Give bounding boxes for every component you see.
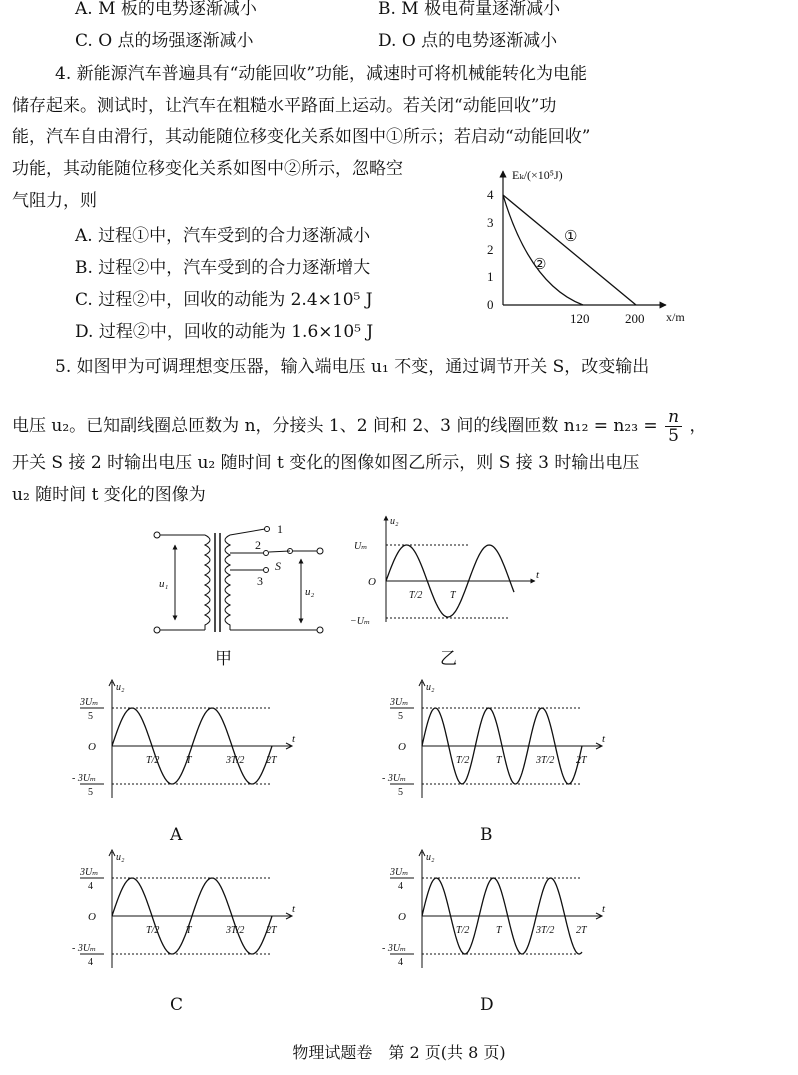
amp-top-num: 3Uₘ xyxy=(390,697,409,708)
fig-jia-caption: 甲 xyxy=(215,649,232,669)
curve-1-line xyxy=(503,195,636,305)
tap-1-label: 1 xyxy=(277,522,283,536)
origin: O xyxy=(88,911,96,923)
tick-3: 2T xyxy=(266,755,277,766)
choice-label-d: D xyxy=(480,995,494,1015)
tick-2: 3T/2 xyxy=(536,925,555,936)
choice-label-b: B xyxy=(480,825,493,845)
amp-bottom-num: - 3Uₘ xyxy=(72,943,97,954)
tap-2-label: 2 xyxy=(255,538,261,552)
tap-1 xyxy=(265,527,270,532)
tick-0: T/2 xyxy=(146,755,160,766)
choice-graph-d xyxy=(380,848,610,973)
tick-0: T/2 xyxy=(456,755,470,766)
switch-label: S xyxy=(275,559,281,573)
ytick-0: 0 xyxy=(487,297,494,312)
q3-option-c: C. O 点的场强逐渐减小 xyxy=(75,31,254,51)
amp-top-den: 4 xyxy=(88,881,93,892)
q5-stem-line1: 5. 如图甲为可调理想变压器，输入端电压 u₁ 不变，通过调节开关 S，改变输出 xyxy=(55,357,650,377)
q3-option-a: A. M 板的电势逐渐减小 xyxy=(75,0,257,19)
yi-tick-full: T xyxy=(450,590,456,601)
amp-top-den: 5 xyxy=(398,711,403,722)
u2-label: u₂ xyxy=(305,586,315,598)
ylabel: u₂ xyxy=(116,682,125,693)
xlabel: t xyxy=(292,733,296,745)
ylabel: u₂ xyxy=(426,682,435,693)
ytick-2: 2 xyxy=(487,242,494,257)
fig-yi-graph xyxy=(350,512,550,637)
q4-option-c: C. 过程②中，回收的动能为 2.4×10⁵ J xyxy=(75,290,373,310)
q5-fraction-num: n xyxy=(665,408,682,427)
q5-stem-line2a: 电压 u₂。已知副线圈总匝数为 n，分接头 1、2 间和 2、3 间的线圈匝数 n₁₂ = n₂₃ = xyxy=(12,416,658,436)
tick-1: T xyxy=(186,755,192,766)
amp-top-num: 3Uₘ xyxy=(80,697,99,708)
choice-graph-c xyxy=(70,848,300,973)
u1-label: u₁ xyxy=(159,578,169,590)
fig-yi-caption: 乙 xyxy=(440,649,457,669)
y-axis-label: Eₖ/(×10⁵J) xyxy=(512,168,563,182)
tick-1: T xyxy=(186,925,192,936)
amp-top-num: 3Uₘ xyxy=(80,867,99,878)
q5-stem-line3: 开关 S 接 2 时输出电压 u₂ 随时间 t 变化的图像如图乙所示，则 S 接 3 时输出电压 xyxy=(12,453,640,473)
tap-2 xyxy=(264,551,269,556)
page-footer: 物理试题卷 第 2 页(共 8 页) xyxy=(292,1043,506,1062)
x-axis-label: x/m xyxy=(666,310,685,324)
tick-3: 2T xyxy=(266,925,277,936)
choice-graph-b xyxy=(380,678,610,803)
amp-bottom-den: 4 xyxy=(398,957,403,968)
ytick-4: 4 xyxy=(487,187,494,202)
q4-option-d: D. 过程②中，回收的动能为 1.6×10⁵ J xyxy=(75,322,374,342)
amp-bottom-den: 4 xyxy=(88,957,93,968)
ylabel: u₂ xyxy=(426,852,435,863)
amp-bottom-num: - 3Uₘ xyxy=(382,943,407,954)
curve-2-label: ② xyxy=(533,257,547,273)
ytick-1: 1 xyxy=(487,269,494,284)
q4-energy-graph xyxy=(470,165,710,333)
q4-stem-line3: 能，汽车自由滑行，其动能随位移变化关系如图中①所示；若启动“动能回收” xyxy=(12,127,591,147)
tick-1: T xyxy=(496,755,502,766)
q3-option-d: D. O 点的电势逐渐减小 xyxy=(378,31,558,51)
output-terminal-bottom xyxy=(317,627,323,633)
q4-stem-line2: 储存起来。测试时，让汽车在粗糙水平路面上运动。若关闭“动能回收”功 xyxy=(12,96,557,116)
yi-tick-half: T/2 xyxy=(409,590,423,601)
amp-bottom-num: - 3Uₘ xyxy=(382,773,407,784)
xlabel: t xyxy=(602,903,606,915)
yi-bottom-label: −Uₘ xyxy=(350,616,371,627)
tick-2: 3T/2 xyxy=(226,925,245,936)
amp-bottom-num: - 3Uₘ xyxy=(72,773,97,784)
xtick-200: 200 xyxy=(625,311,645,326)
amp-bottom-den: 5 xyxy=(398,787,403,798)
tick-3: 2T xyxy=(576,925,587,936)
tap-3-label: 3 xyxy=(257,574,263,588)
choice-graph-a xyxy=(70,678,300,803)
q4-option-b: B. 过程②中，汽车受到的合力逐渐增大 xyxy=(75,258,371,278)
tick-2: 3T/2 xyxy=(226,755,245,766)
tap-3 xyxy=(264,568,269,573)
secondary-coil xyxy=(225,535,230,630)
yi-origin: O xyxy=(368,576,376,588)
q4-option-a: A. 过程①中，汽车受到的合力逐渐减小 xyxy=(75,226,371,246)
yi-top-label: Uₘ xyxy=(354,541,368,552)
curve-1-label: ① xyxy=(564,229,578,245)
q5-stem-line2 xyxy=(12,408,706,445)
q4-stem-line4: 功能，其动能随位移变化关系如图中②所示，忽略空 xyxy=(12,159,403,179)
yi-xlabel: t xyxy=(536,569,540,581)
amp-top-den: 5 xyxy=(88,711,93,722)
q4-stem-line5: 气阻力，则 xyxy=(12,191,97,211)
amp-bottom-den: 5 xyxy=(88,787,93,798)
tick-2: 3T/2 xyxy=(536,755,555,766)
amp-top-den: 4 xyxy=(398,881,403,892)
q5-fraction xyxy=(665,408,682,445)
tick-0: T/2 xyxy=(146,925,160,936)
input-terminal-bottom xyxy=(154,627,160,633)
origin: O xyxy=(398,741,406,753)
curve-2-line xyxy=(503,195,583,305)
ytick-3: 3 xyxy=(487,215,494,230)
choice-label-a: A xyxy=(170,825,183,845)
primary-coil xyxy=(205,535,210,630)
tick-3: 2T xyxy=(576,755,587,766)
tick-0: T/2 xyxy=(456,925,470,936)
tick-1: T xyxy=(496,925,502,936)
q3-option-b: B. M 极电荷量逐渐减小 xyxy=(378,0,561,19)
switch-blade xyxy=(269,551,290,552)
input-terminal-top xyxy=(154,532,160,538)
choice-label-c: C xyxy=(170,995,184,1015)
q4-stem-line1: 4. 新能源汽车普遍具有“动能回收”功能，减速时可将机械能转化为电能 xyxy=(55,64,588,84)
origin: O xyxy=(398,911,406,923)
ylabel: u₂ xyxy=(116,852,125,863)
xtick-120: 120 xyxy=(570,311,590,326)
xlabel: t xyxy=(602,733,606,745)
amp-top-num: 3Uₘ xyxy=(390,867,409,878)
output-terminal-top xyxy=(317,548,323,554)
origin: O xyxy=(88,741,96,753)
xlabel: t xyxy=(292,903,296,915)
q5-fraction-den: 5 xyxy=(668,426,679,446)
fig-jia-transformer xyxy=(145,515,335,675)
q5-stem-line2b: ， xyxy=(689,416,707,436)
q5-stem-line4: u₂ 随时间 t 变化的图像为 xyxy=(12,485,206,505)
yi-ylabel: u₂ xyxy=(390,516,399,527)
